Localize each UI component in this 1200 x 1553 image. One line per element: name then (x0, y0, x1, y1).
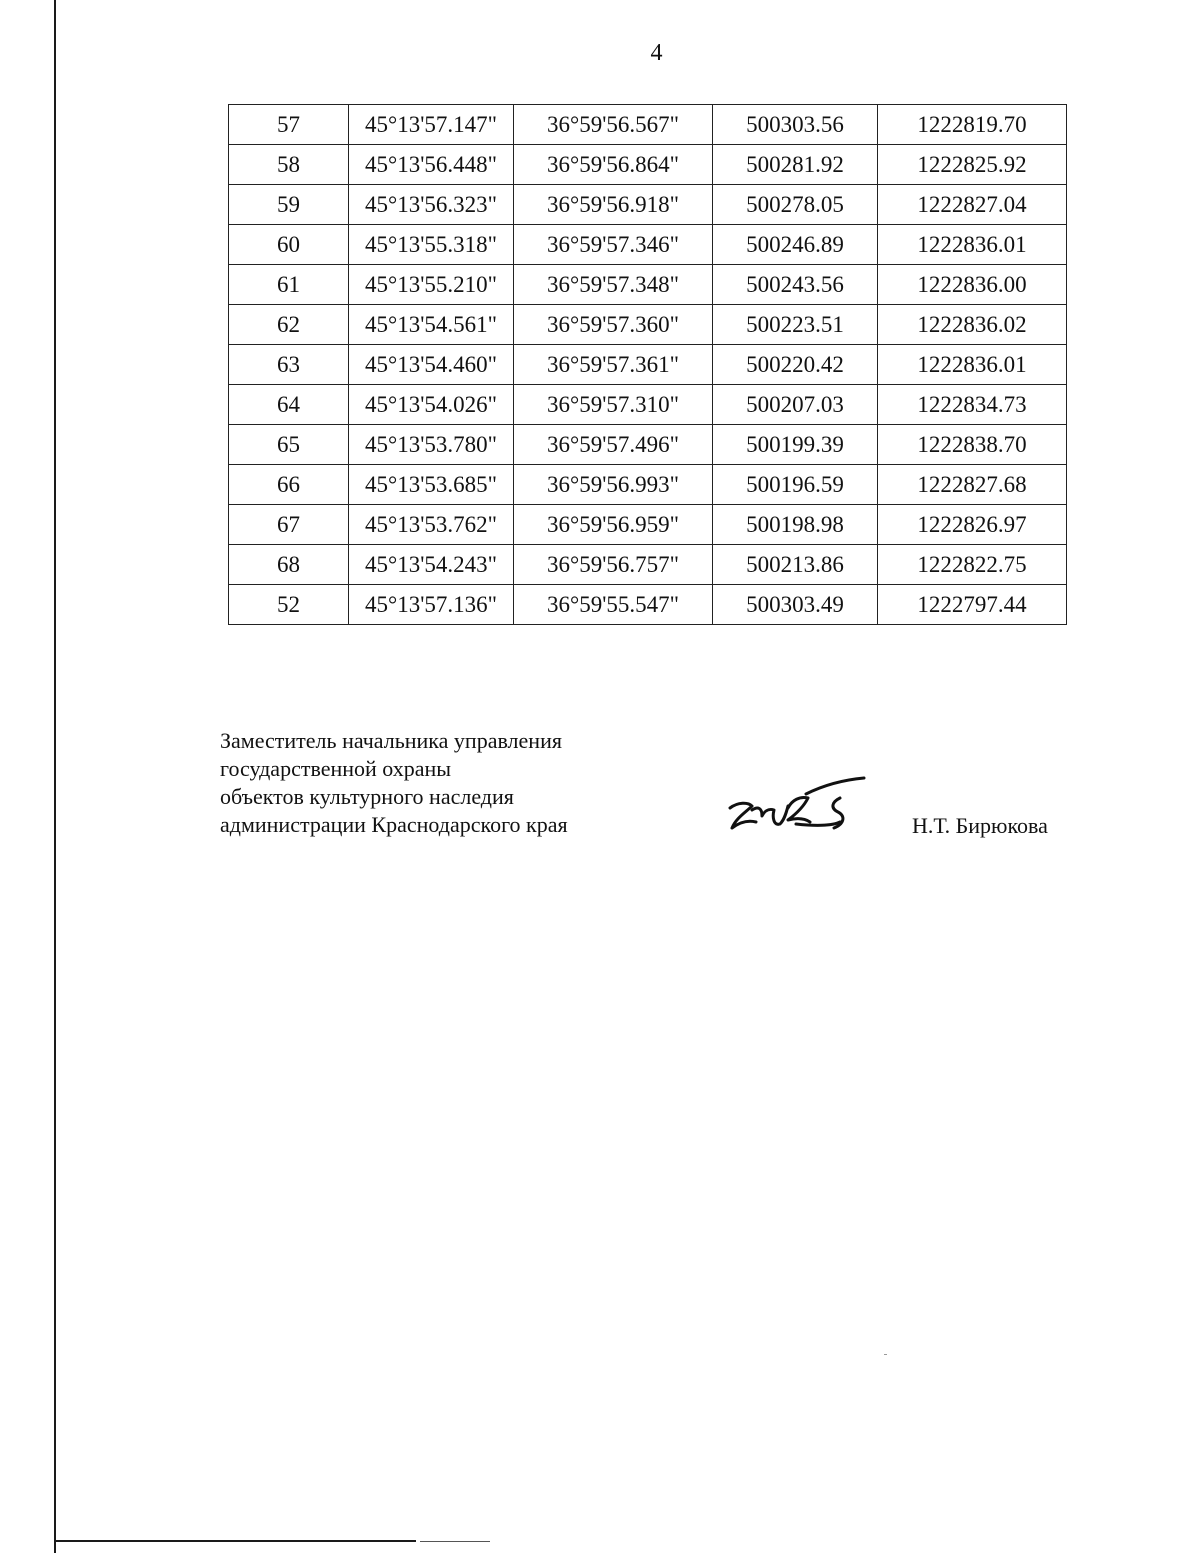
latitude-cell: 45°13'54.243" (349, 545, 514, 585)
y-coordinate-cell: 1222826.97 (878, 505, 1067, 545)
table-row (229, 305, 1067, 345)
longitude-cell: 36°59'57.360" (514, 305, 713, 345)
signatory-position (220, 727, 568, 839)
point-number-cell: 57 (229, 105, 349, 145)
longitude-cell: 36°59'56.567" (514, 105, 713, 145)
longitude-cell: 36°59'57.361" (514, 345, 713, 385)
longitude-cell: 36°59'56.993" (514, 465, 713, 505)
x-coordinate-cell: 500207.03 (713, 385, 878, 425)
point-number-cell: 52 (229, 585, 349, 625)
page-number: 4 (650, 40, 663, 66)
x-coordinate-cell: 500196.59 (713, 465, 878, 505)
x-coordinate-cell: 500246.89 (713, 225, 878, 265)
scan-bottom-edge-fragment (420, 1541, 490, 1542)
table-row (229, 145, 1067, 185)
longitude-cell: 36°59'57.348" (514, 265, 713, 305)
latitude-cell: 45°13'54.026" (349, 385, 514, 425)
signatory-name: Н.Т. Бирюкова (912, 813, 1048, 838)
position-line-1: Заместитель начальника управления (220, 728, 562, 753)
latitude-cell: 45°13'53.762" (349, 505, 514, 545)
y-coordinate-cell: 1222827.04 (878, 185, 1067, 225)
longitude-cell: 36°59'56.959" (514, 505, 713, 545)
latitude-cell: 45°13'56.323" (349, 185, 514, 225)
position-line-2: государственной охраны (220, 756, 452, 781)
longitude-cell: 36°59'56.757" (514, 545, 713, 585)
table-row (229, 465, 1067, 505)
point-number-cell: 68 (229, 545, 349, 585)
position-line-4: администрации Краснодарского края (220, 812, 568, 837)
x-coordinate-cell: 500281.92 (713, 145, 878, 185)
x-coordinate-cell: 500223.51 (713, 305, 878, 345)
point-number-cell: 63 (229, 345, 349, 385)
longitude-cell: 36°59'57.496" (514, 425, 713, 465)
latitude-cell: 45°13'53.685" (349, 465, 514, 505)
table-row (229, 105, 1067, 145)
scan-left-edge-line (54, 0, 56, 1553)
longitude-cell: 36°59'57.310" (514, 385, 713, 425)
point-number-cell: 59 (229, 185, 349, 225)
scan-speck (884, 1354, 887, 1355)
table-row (229, 265, 1067, 305)
y-coordinate-cell: 1222819.70 (878, 105, 1067, 145)
x-coordinate-cell: 500198.98 (713, 505, 878, 545)
y-coordinate-cell: 1222834.73 (878, 385, 1067, 425)
table-row (229, 385, 1067, 425)
table-row (229, 185, 1067, 225)
point-number-cell: 66 (229, 465, 349, 505)
latitude-cell: 45°13'57.136" (349, 585, 514, 625)
table-row (229, 505, 1067, 545)
x-coordinate-cell: 500199.39 (713, 425, 878, 465)
latitude-cell: 45°13'55.210" (349, 265, 514, 305)
longitude-cell: 36°59'57.346" (514, 225, 713, 265)
table-row (229, 585, 1067, 625)
table-row (229, 425, 1067, 465)
y-coordinate-cell: 1222797.44 (878, 585, 1067, 625)
point-number-cell: 61 (229, 265, 349, 305)
longitude-cell: 36°59'56.918" (514, 185, 713, 225)
handwritten-signature (722, 772, 872, 842)
y-coordinate-cell: 1222825.92 (878, 145, 1067, 185)
x-coordinate-cell: 500213.86 (713, 545, 878, 585)
y-coordinate-cell: 1222836.00 (878, 265, 1067, 305)
y-coordinate-cell: 1222827.68 (878, 465, 1067, 505)
x-coordinate-cell: 500303.56 (713, 105, 878, 145)
point-number-cell: 67 (229, 505, 349, 545)
y-coordinate-cell: 1222822.75 (878, 545, 1067, 585)
x-coordinate-cell: 500243.56 (713, 265, 878, 305)
y-coordinate-cell: 1222836.01 (878, 225, 1067, 265)
coordinates-table-body (229, 105, 1067, 625)
latitude-cell: 45°13'54.561" (349, 305, 514, 345)
x-coordinate-cell: 500278.05 (713, 185, 878, 225)
position-line-3: объектов культурного наследия (220, 784, 514, 809)
y-coordinate-cell: 1222836.02 (878, 305, 1067, 345)
point-number-cell: 65 (229, 425, 349, 465)
latitude-cell: 45°13'56.448" (349, 145, 514, 185)
longitude-cell: 36°59'56.864" (514, 145, 713, 185)
scan-bottom-edge-line (54, 1540, 416, 1542)
point-number-cell: 58 (229, 145, 349, 185)
point-number-cell: 60 (229, 225, 349, 265)
table-row (229, 225, 1067, 265)
table-row (229, 345, 1067, 385)
point-number-cell: 62 (229, 305, 349, 345)
x-coordinate-cell: 500303.49 (713, 585, 878, 625)
latitude-cell: 45°13'54.460" (349, 345, 514, 385)
latitude-cell: 45°13'53.780" (349, 425, 514, 465)
x-coordinate-cell: 500220.42 (713, 345, 878, 385)
y-coordinate-cell: 1222838.70 (878, 425, 1067, 465)
longitude-cell: 36°59'55.547" (514, 585, 713, 625)
latitude-cell: 45°13'55.318" (349, 225, 514, 265)
table-row (229, 545, 1067, 585)
point-number-cell: 64 (229, 385, 349, 425)
y-coordinate-cell: 1222836.01 (878, 345, 1067, 385)
latitude-cell: 45°13'57.147" (349, 105, 514, 145)
coordinates-table (228, 104, 1067, 625)
